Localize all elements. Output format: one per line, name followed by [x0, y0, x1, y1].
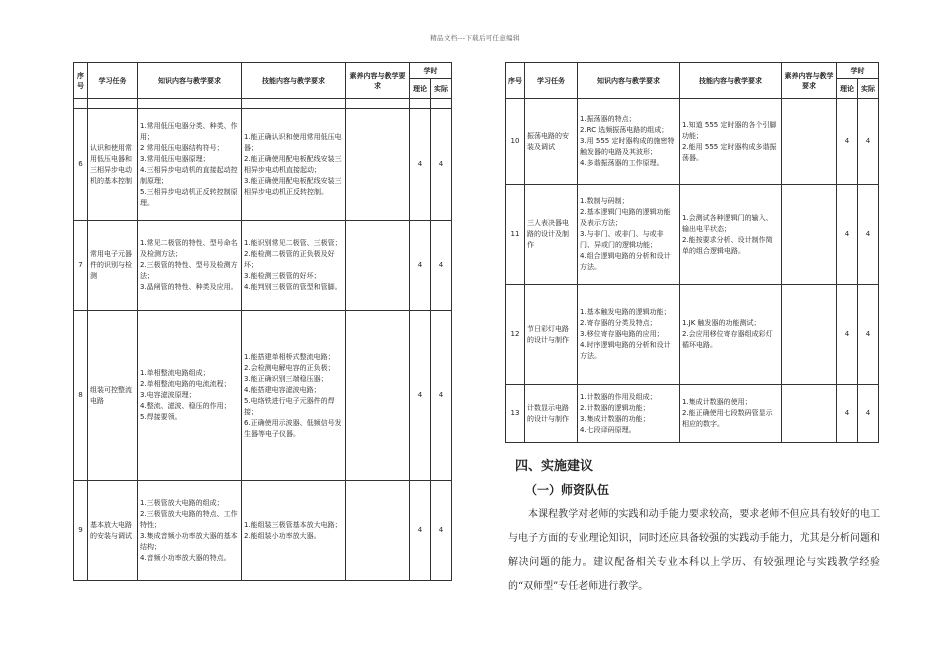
knowledge-item: 4.三相异步电动机的直接起动控制原理； [140, 165, 238, 185]
knowledge-item: 2.单相整流电路的电流流程； [140, 380, 231, 388]
knowledge-item: 4.组合逻辑电路的分析和设计方法。 [580, 252, 671, 271]
row-quality [782, 385, 837, 443]
skill-item: 2.能正确使用配电板配线安装三相异步电动机直接起动； [244, 154, 342, 174]
knowledge-item: 2.三极管放大电路的特点、工作特性； [140, 509, 238, 529]
row-task: 常用电子元器件的识别与检测 [88, 221, 138, 311]
row-quality [346, 221, 410, 311]
row-skill [242, 311, 346, 481]
row-skill [680, 285, 782, 385]
table-row [74, 109, 452, 221]
row-quality [346, 481, 410, 581]
knowledge-item: 5.三相异步电动机正反转控制原理。 [140, 187, 238, 207]
row-quality [346, 109, 410, 221]
row-practice [431, 99, 452, 109]
skill-item: 1.知道 555 定时器的各个引脚功能； [682, 120, 777, 140]
knowledge-item: 3.与非门、或非门、与或非门、异或门的逻辑功能； [580, 230, 664, 249]
knowledge-item: 2 常用低压电器结构符号； [140, 143, 224, 152]
row-skill [680, 185, 782, 285]
knowledge-item: 1.基本触发电路的逻辑功能； [580, 308, 671, 316]
col-hours: 学时 [410, 63, 452, 79]
row-seq: 7 [74, 221, 88, 311]
skill-item: 2.能用 555 定时器构成多谐振荡器。 [682, 142, 777, 162]
row-knowledge [138, 99, 242, 109]
knowledge-item: 1.单相整流电路组成； [140, 369, 210, 377]
row-theory: 4 [410, 221, 431, 311]
knowledge-item: 3.集成音频小功率放大器的基本结构； [140, 531, 238, 551]
row-task: 振荡电路的安装及调试 [525, 99, 578, 185]
row-skill [242, 481, 346, 581]
skill-item: 2.会检测电解电容的正负极； [244, 363, 335, 372]
row-practice: 4 [431, 311, 452, 481]
skill-item: 1.集成计数器的使用； [682, 398, 752, 406]
knowledge-item: 4.音频小功率放大器的特点。 [140, 553, 231, 562]
skill-item: 6.正确使用示波器、低频信号发生器等电子仪器。 [244, 418, 342, 438]
row-seq: 9 [74, 481, 88, 581]
body-paragraph: 本课程教学对老师的实践和动手能力要求较高，要求老师不但应具有较好的电工与电子方面的专业理论知识，同时还应具备较强的实践动手能力，尤其是分析问题和解决问题的能力。建议配备相关专业本科以上学历、有较强理论与实践教学经验的“双师型”专任老师进行教学。 [508, 509, 880, 592]
skill-item: 4.能判别三极管的管型和管脚。 [244, 283, 342, 291]
row-theory: 4 [837, 185, 858, 285]
col-skill: 技能内容与教学要求 [680, 63, 782, 99]
row-skill [242, 99, 346, 109]
row-seq: 6 [74, 109, 88, 221]
knowledge-item: 3.晶闸管的特性、种类及应用。 [140, 283, 238, 291]
knowledge-item: 1.数制与码制； [580, 197, 629, 205]
row-task: 组装可控整流电路 [88, 311, 138, 481]
col-quality: 素养内容与教学要求 [346, 63, 410, 99]
col-theory: 理论 [837, 79, 858, 99]
row-seq [74, 99, 88, 109]
curriculum-table-left [73, 62, 452, 581]
col-task: 学习任务 [88, 63, 138, 99]
row-theory: 4 [837, 385, 858, 443]
row-skill [242, 221, 346, 311]
row-quality [346, 99, 410, 109]
knowledge-item: 3.电容滤波原理； [140, 391, 196, 399]
table-row [74, 99, 452, 109]
curriculum-table-right [505, 62, 879, 443]
row-practice: 4 [431, 109, 452, 221]
skill-item: 3.能检测三极管的好坏； [244, 272, 321, 280]
row-theory: 4 [837, 285, 858, 385]
row-task [88, 99, 138, 109]
row-quality [782, 99, 837, 185]
knowledge-item: 1.三极管放大电路的组成； [140, 498, 224, 507]
table-row [506, 385, 879, 443]
skill-item: 3.能正确使用配电板配线安装三相异步电动机正反转控制。 [244, 176, 342, 196]
skill-item: 2.能组装小功率放大器。 [244, 531, 321, 540]
knowledge-item: 2.RC 选频振荡电路的组成； [580, 126, 669, 134]
knowledge-item: 3.集成计数器的功能； [580, 414, 650, 423]
row-quality [782, 185, 837, 285]
skill-item: 1.能搭建单相桥式整流电路； [244, 352, 335, 361]
knowledge-item: 2.基本逻辑门电路的逻辑功能及表示方法； [580, 208, 671, 227]
skill-item: 1.能识别常见二极管、三极管； [244, 239, 342, 247]
col-knowledge: 知识内容与教学要求 [138, 63, 242, 99]
skill-item: 1.会测试各种逻辑门的输入、输出电平状态； [682, 213, 773, 233]
col-practice: 实际 [431, 79, 452, 99]
col-seq: 序号 [506, 63, 525, 99]
col-quality: 素养内容与教学要求 [782, 63, 837, 99]
row-knowledge [578, 185, 680, 285]
row-seq: 12 [506, 285, 525, 385]
table-row [74, 481, 452, 581]
col-practice: 实际 [858, 79, 879, 99]
skill-item: 5.电络铁进行电子元器件的焊接； [244, 396, 335, 416]
row-seq: 10 [506, 99, 525, 185]
col-skill: 技能内容与教学要求 [242, 63, 346, 99]
table-row [506, 99, 879, 185]
row-seq: 8 [74, 311, 88, 481]
col-task: 学习任务 [525, 63, 578, 99]
knowledge-item: 4.七段译码原理。 [580, 425, 636, 434]
skill-item: 1.JK 触发器的功能测试； [682, 319, 761, 327]
knowledge-item: 5.焊接要领。 [140, 413, 182, 421]
row-knowledge [138, 109, 242, 221]
row-knowledge [138, 221, 242, 311]
knowledge-item: 1.常见二极管的特性、型号命名及检测方法； [140, 239, 238, 258]
subsection-title: （一）师资队伍 [525, 483, 610, 497]
row-quality [782, 285, 837, 385]
row-task: 认识和使用常用低压电器和三相异步电动机的基本控制 [88, 109, 138, 221]
skill-item: 1.能正确认识和使用常用低压电器； [244, 132, 342, 152]
row-theory: 4 [410, 481, 431, 581]
table-row [74, 221, 452, 311]
row-practice: 4 [431, 481, 452, 581]
skill-item: 2.能按要求分析、设计制作简单的组合逻辑电路。 [682, 235, 773, 255]
row-task: 计数显示电路的设计与制作 [525, 385, 578, 443]
col-theory: 理论 [410, 79, 431, 99]
row-seq: 13 [506, 385, 525, 443]
row-theory: 4 [837, 99, 858, 185]
table-row [506, 285, 879, 385]
skill-item: 2.能检测二极管的正负极及好坏； [244, 250, 335, 269]
row-practice: 4 [431, 221, 452, 311]
row-practice: 4 [858, 385, 879, 443]
row-theory: 4 [410, 109, 431, 221]
knowledge-item: 1.计数器的作用及组成； [580, 392, 657, 401]
knowledge-item: 1.振荡器的特点； [580, 115, 636, 123]
row-seq: 11 [506, 185, 525, 285]
knowledge-item: 4.时序逻辑电路的分析和设计方法。 [580, 341, 671, 360]
skill-item: 3.能正确识别三端稳压器； [244, 374, 328, 383]
knowledge-item: 4.整流、滤波、稳压的作用； [140, 402, 231, 410]
section-title: 四、实施建议 [515, 459, 594, 474]
knowledge-item: 3.常用低压电器原理； [140, 154, 210, 163]
knowledge-item: 3.用 555 定时器构成的施密特触发器的电路及其波形； [580, 137, 675, 156]
skill-item: 2.会应用移位寄存器组成彩灯循环电路。 [682, 330, 773, 349]
row-task: 基本放大电路的安装与调试 [88, 481, 138, 581]
row-skill [680, 385, 782, 443]
skill-item: 1.能组装三极管基本放大电路； [244, 520, 342, 529]
row-knowledge [578, 285, 680, 385]
table-row [74, 311, 452, 481]
table-row [506, 185, 879, 285]
knowledge-item: 1.常用低压电器分类、种类、作用； [140, 121, 238, 141]
knowledge-item: 4.多谐振荡器的工作原理。 [580, 159, 664, 167]
row-knowledge [138, 311, 242, 481]
skill-item: 4.能搭建电容滤波电路； [244, 385, 321, 394]
knowledge-item: 2.计数器的逻辑功能； [580, 403, 650, 412]
col-hours: 学时 [837, 63, 879, 79]
row-practice: 4 [858, 99, 879, 185]
knowledge-item: 2.寄存器的分类及特点； [580, 319, 657, 327]
row-knowledge [578, 385, 680, 443]
row-practice: 4 [858, 185, 879, 285]
row-theory: 4 [410, 311, 431, 481]
skill-item: 2.能正确使用七段数码管显示相应的数字。 [682, 409, 773, 428]
col-seq: 序号 [74, 63, 88, 99]
knowledge-item: 3.移位寄存器电路的应用； [580, 330, 664, 338]
row-task: 三人表决器电路的设计及制作 [525, 185, 578, 285]
row-skill [680, 99, 782, 185]
row-quality [346, 311, 410, 481]
row-task: 节日彩灯电路的设计与制作 [525, 285, 578, 385]
row-theory [410, 99, 431, 109]
row-knowledge [578, 99, 680, 185]
knowledge-item: 2.三极管的特性、型号及检测方法； [140, 261, 238, 280]
col-knowledge: 知识内容与教学要求 [578, 63, 680, 99]
page-header: 精品文档---下载后可任意编辑 [430, 34, 520, 42]
row-practice: 4 [858, 285, 879, 385]
row-knowledge [138, 481, 242, 581]
row-skill [242, 109, 346, 221]
